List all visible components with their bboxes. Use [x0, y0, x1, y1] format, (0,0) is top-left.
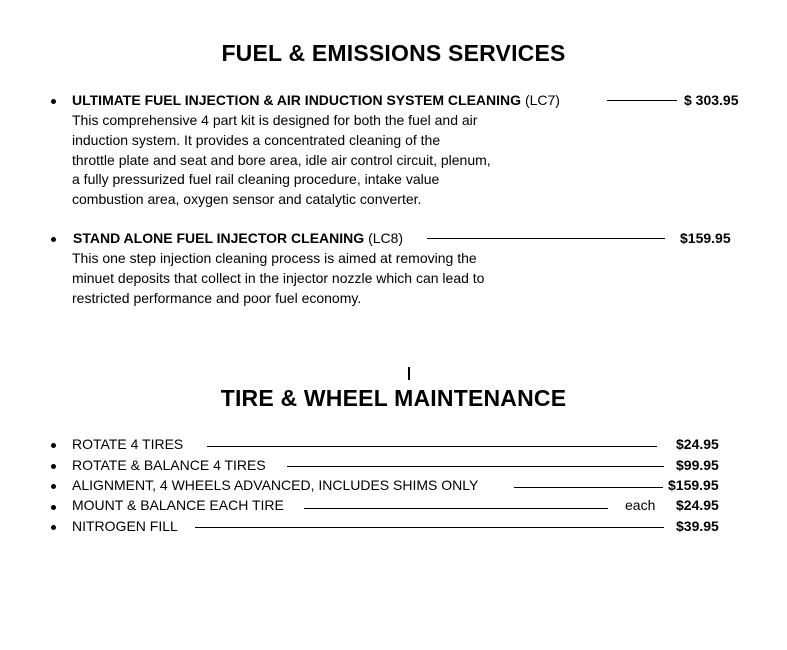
fuel-item-2-price: $159.95 [680, 230, 731, 246]
leader-line [207, 446, 657, 447]
fuel-item-1-heading [72, 92, 560, 109]
leader-line [607, 100, 677, 101]
text-cursor [408, 367, 410, 380]
tire-item-4-price: $24.95 [676, 497, 719, 513]
fuel-item-2-name: STAND ALONE FUEL INJECTOR CLEANING [73, 230, 365, 246]
fuel-item-1-price: $ 303.95 [684, 92, 739, 108]
tire-item-5-name: NITROGEN FILL [72, 518, 178, 534]
bullet-icon [51, 237, 56, 242]
fuel-item-2-heading [73, 230, 403, 247]
bullet-icon [51, 484, 56, 489]
leader-line [304, 508, 608, 509]
bullet-icon [51, 99, 56, 104]
description-line: This one step injection cleaning process is aimed at removing the [72, 250, 477, 266]
tire-item-5-price: $39.95 [676, 518, 719, 534]
description-line: This comprehensive 4 part kit is designed for both the fuel and air [72, 112, 478, 128]
leader-line [427, 238, 665, 239]
bullet-icon [51, 443, 56, 448]
tire-item-2-price: $99.95 [676, 457, 719, 473]
fuel-item-2-code: (LC8) [368, 230, 404, 246]
tire-item-1-name: ROTATE 4 TIRES [72, 436, 184, 452]
fuel-item-1-code: (LC7) [524, 92, 560, 108]
leader-line [287, 466, 664, 467]
tire-item-4-note: each [625, 497, 656, 513]
fuel-item-1-description [72, 111, 491, 210]
tire-item-1-price: $24.95 [676, 436, 719, 452]
description-line: induction system. It provides a concentrated cleaning of the [72, 131, 441, 148]
leader-line [514, 487, 663, 488]
fuel-item-2-description [72, 249, 484, 308]
description-line: restricted performance and poor fuel economy. [72, 289, 362, 306]
description-line: throttle plate and seat and bore area, idle air control circuit, plenum, [72, 151, 491, 168]
description-line: a fully pressurized fuel rail cleaning procedure, intake value [72, 171, 440, 188]
fuel-section-title: FUEL & EMISSIONS SERVICES [221, 40, 566, 66]
bullet-icon [51, 464, 56, 469]
tire-item-3-price: $159.95 [668, 477, 719, 493]
tire-item-3-name: ALIGNMENT, 4 WHEELS ADVANCED, INCLUDES SHIMS ONLY [72, 477, 479, 493]
description-line: combustion area, oxygen sensor and catalytic converter. [72, 191, 422, 208]
tire-item-4-name: MOUNT & BALANCE EACH TIRE [72, 497, 284, 513]
tire-item-2-name: ROTATE & BALANCE 4 TIRES [72, 457, 266, 473]
tire-section-title: TIRE & WHEEL MAINTENANCE [220, 385, 567, 411]
leader-line [195, 527, 664, 528]
bullet-icon [51, 525, 56, 530]
bullet-icon [51, 505, 56, 510]
fuel-item-1-name: ULTIMATE FUEL INJECTION & AIR INDUCTION SYSTEM CLEANING [72, 92, 522, 108]
description-line: minuet deposits that collect in the injector nozzle which can lead to [72, 269, 485, 286]
